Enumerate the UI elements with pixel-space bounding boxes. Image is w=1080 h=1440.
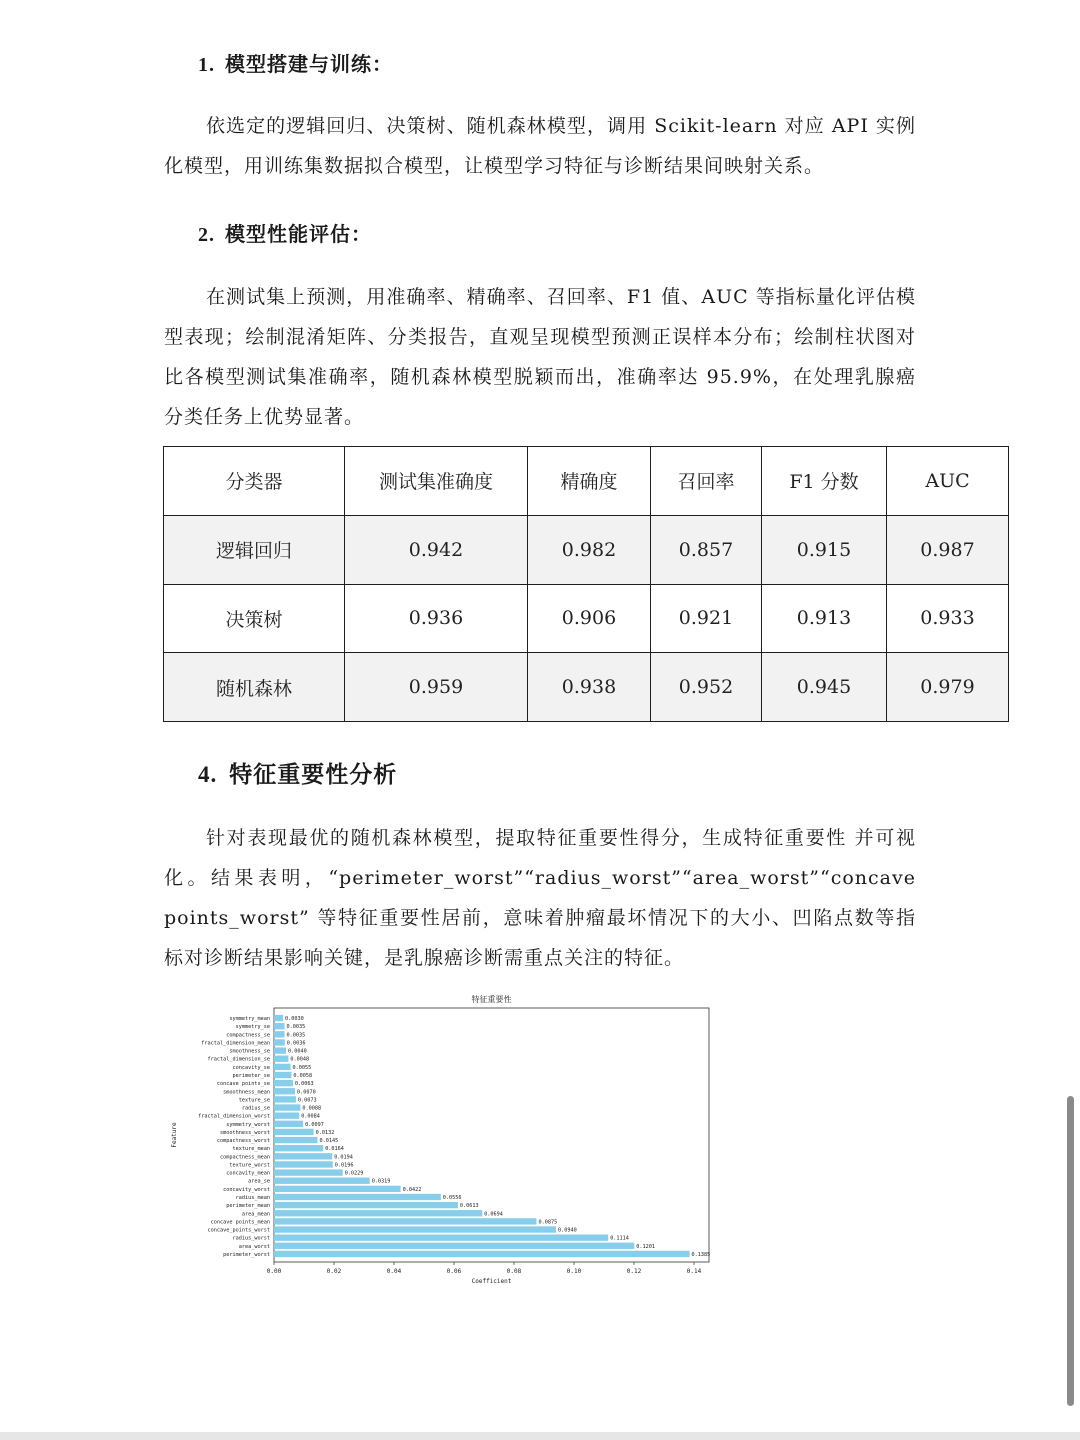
bar <box>274 1169 343 1175</box>
bar <box>274 1088 295 1094</box>
bar <box>274 1145 323 1151</box>
bar <box>274 1080 293 1086</box>
y-tick-label: concave_points_worst <box>207 1227 270 1234</box>
data-label: 0.0132 <box>315 1129 335 1136</box>
bar <box>274 1153 332 1159</box>
bar <box>274 1056 288 1062</box>
bar <box>274 1023 285 1029</box>
bar <box>274 1194 441 1200</box>
section2-title: 模型性能评估： <box>225 222 372 246</box>
bar <box>274 1104 300 1110</box>
bar <box>274 1096 296 1102</box>
bar <box>274 1047 286 1053</box>
x-tick-label: 0.06 <box>446 1268 462 1275</box>
table-cell: 0.952 <box>651 653 762 722</box>
metrics-table <box>163 446 1009 722</box>
y-tick-label: smoothness_se <box>229 1048 270 1055</box>
data-label: 0.0063 <box>294 1081 314 1088</box>
feature-importance-chart <box>166 990 726 1295</box>
y-tick-label: radius_se <box>241 1105 270 1112</box>
bar <box>274 1129 314 1135</box>
data-label: 0.0030 <box>285 1016 304 1023</box>
table-cell: 0.915 <box>762 515 887 584</box>
y-tick-label: concavity_worst <box>223 1186 270 1193</box>
x-axis-label: Coefficient <box>471 1278 512 1285</box>
data-label: 0.0048 <box>290 1056 310 1063</box>
y-tick-label: compactness_mean <box>220 1154 270 1161</box>
table-cell: 0.933 <box>887 584 1009 653</box>
bar <box>274 1243 634 1249</box>
bar <box>274 1202 458 1208</box>
bar <box>274 1186 401 1192</box>
data-label: 0.0194 <box>334 1154 353 1161</box>
data-label: 0.0940 <box>558 1227 577 1234</box>
y-tick-label: fractal_dimension_mean <box>201 1040 270 1047</box>
row-label: 逻辑回归 <box>164 515 345 584</box>
y-tick-label: compactness_worst <box>216 1138 270 1145</box>
y-tick-label: radius_mean <box>235 1195 270 1201</box>
data-label: 0.0035 <box>286 1024 306 1031</box>
data-label: 0.1385 <box>691 1251 711 1258</box>
data-label: 0.0556 <box>442 1195 462 1201</box>
data-label: 0.0164 <box>325 1146 344 1153</box>
data-label: 0.0875 <box>538 1219 558 1226</box>
bar <box>274 1039 285 1045</box>
y-tick-label: smoothness_worst <box>220 1129 270 1136</box>
data-label: 0.0084 <box>301 1113 320 1120</box>
data-label: 0.0694 <box>484 1211 503 1218</box>
y-tick-label: smoothness_mean <box>223 1089 270 1096</box>
bar <box>274 1234 608 1240</box>
bar <box>274 1226 556 1232</box>
scrollbar-thumb[interactable] <box>1067 1096 1074 1406</box>
table-cell: 0.936 <box>345 584 528 653</box>
table-cell: 0.945 <box>762 653 887 722</box>
x-tick-label: 0.00 <box>266 1268 282 1275</box>
bar <box>274 1072 291 1078</box>
x-tick-label: 0.08 <box>506 1268 522 1275</box>
col-header-test-accuracy: 测试集准确度 <box>345 447 528 516</box>
y-tick-label: fractal_dimension_worst <box>198 1113 270 1120</box>
x-tick-label: 0.10 <box>566 1268 582 1275</box>
bar <box>274 1112 299 1118</box>
section4-paragraph: 针对表现最优的随机森林模型，提取特征重要性得分，生成特征重要性 并可视化。结果表明，“perimeter_worst”“radius_worst”“area_worst”“concave points_worst” 等特征重要性居前，意味着肿瘤最坏情况下的大小、凹陷点数等指标对诊断结果影响关键，是乳腺癌诊断需重点关注的特征。 <box>164 827 916 969</box>
table-cell: 0.906 <box>528 584 651 653</box>
y-tick-label: texture_worst <box>229 1162 270 1169</box>
table-cell: 0.982 <box>528 515 651 584</box>
table-cell: 0.942 <box>345 515 528 584</box>
table-row <box>164 584 1009 653</box>
y-tick-label: area_worst <box>238 1243 270 1250</box>
table-cell: 0.921 <box>651 584 762 653</box>
x-tick-label: 0.04 <box>386 1268 402 1275</box>
bar <box>274 1218 537 1224</box>
data-label: 0.0035 <box>286 1032 306 1039</box>
table-cell: 0.987 <box>887 515 1009 584</box>
data-label: 0.1201 <box>636 1243 656 1250</box>
table-cell: 0.959 <box>345 653 528 722</box>
y-tick-label: concavity_mean <box>226 1170 270 1177</box>
y-tick-label: symmetry_worst <box>226 1121 270 1128</box>
table-header-row <box>164 447 1009 516</box>
y-tick-label: radius_worst <box>232 1235 270 1242</box>
data-label: 0.0058 <box>293 1073 313 1079</box>
col-header-f1: F1 分数 <box>762 447 887 516</box>
section1-paragraph: 依选定的逻辑回归、决策树、随机森林模型，调用 Scikit-learn 对应 API 实例化模型，用训练集数据拟合模型，让模型学习特征与诊断结果间映射关系。 <box>164 115 916 177</box>
data-label: 0.0422 <box>402 1186 422 1193</box>
data-label: 0.0055 <box>292 1064 312 1071</box>
table-cell: 0.938 <box>528 653 651 722</box>
bar <box>274 1121 303 1127</box>
data-label: 0.0196 <box>334 1162 354 1169</box>
data-label: 0.0036 <box>286 1040 306 1047</box>
bar <box>274 1178 370 1184</box>
section4-heading <box>198 756 397 789</box>
section2-number: 2. <box>198 224 215 246</box>
table-row <box>164 653 1009 722</box>
bar <box>274 1251 690 1257</box>
bar <box>274 1210 482 1216</box>
x-tick-label: 0.12 <box>626 1268 642 1275</box>
section4-title: 特征重要性分析 <box>229 762 398 788</box>
section1-number: 1. <box>198 54 215 76</box>
section2-paragraph: 在测试集上预测，用准确率、精确率、召回率、F1 值、AUC 等指标量化评估模型表现；绘制混淆矩阵、分类报告，直观呈现模型预测正误样本分布；绘制柱状图对比各模型测试集准确率，随机森林模型脱颖而出，准确率达 95.9%，在处理乳腺癌分类任务上优势显著。 <box>164 286 916 428</box>
x-tick-label: 0.14 <box>686 1268 702 1275</box>
y-tick-label: concavity_se <box>232 1064 270 1071</box>
data-label: 0.0319 <box>371 1178 391 1185</box>
y-tick-label: area_mean <box>241 1211 270 1218</box>
y-tick-label: area_se <box>248 1178 270 1185</box>
y-tick-label: symmetry_mean <box>229 1016 270 1023</box>
data-label: 0.0613 <box>459 1203 479 1210</box>
y-tick-label: fractal_dimension_se <box>207 1056 270 1063</box>
bottom-edge <box>0 1432 1080 1440</box>
bar <box>274 1161 333 1167</box>
col-header-precision: 精确度 <box>528 447 651 516</box>
y-axis-label: Feature <box>171 1122 178 1148</box>
data-label: 0.0145 <box>319 1138 339 1145</box>
y-tick-label: perimeter_se <box>232 1073 270 1079</box>
y-tick-label: perimeter_mean <box>226 1203 270 1210</box>
y-tick-label: concave points_mean <box>210 1219 270 1226</box>
table-row <box>164 515 1009 584</box>
data-label: 0.0097 <box>305 1121 324 1128</box>
data-label: 0.0088 <box>302 1105 322 1112</box>
y-tick-label: concave points_se <box>216 1081 270 1088</box>
data-label: 0.0070 <box>297 1089 316 1096</box>
bar <box>274 1137 318 1143</box>
chart-title: 特征重要性 <box>471 995 512 1004</box>
col-header-auc: AUC <box>887 447 1009 516</box>
x-tick-label: 0.02 <box>326 1268 342 1275</box>
table-cell: 0.979 <box>887 653 1009 722</box>
section2-heading <box>198 218 372 247</box>
row-label: 随机森林 <box>164 653 345 722</box>
data-label: 0.0073 <box>297 1097 317 1104</box>
section1-heading <box>198 48 393 77</box>
table-cell: 0.913 <box>762 584 887 653</box>
col-header-classifier: 分类器 <box>164 447 345 516</box>
section1-title: 模型搭建与训练： <box>225 52 393 76</box>
y-tick-label: texture_mean <box>232 1146 270 1153</box>
bar <box>274 1064 291 1070</box>
section4-number: 4. <box>198 762 218 787</box>
table-cell: 0.857 <box>651 515 762 584</box>
bar <box>274 1015 283 1021</box>
data-label: 0.1114 <box>610 1235 629 1242</box>
col-header-recall: 召回率 <box>651 447 762 516</box>
data-label: 0.0040 <box>288 1048 307 1055</box>
y-tick-label: symmetry_se <box>235 1024 270 1031</box>
data-label: 0.0229 <box>344 1170 364 1177</box>
y-tick-label: perimeter_worst <box>223 1251 270 1258</box>
y-tick-label: texture_se <box>238 1097 270 1104</box>
bar <box>274 1031 285 1037</box>
row-label: 决策树 <box>164 584 345 653</box>
y-tick-label: compactness_se <box>226 1032 270 1039</box>
